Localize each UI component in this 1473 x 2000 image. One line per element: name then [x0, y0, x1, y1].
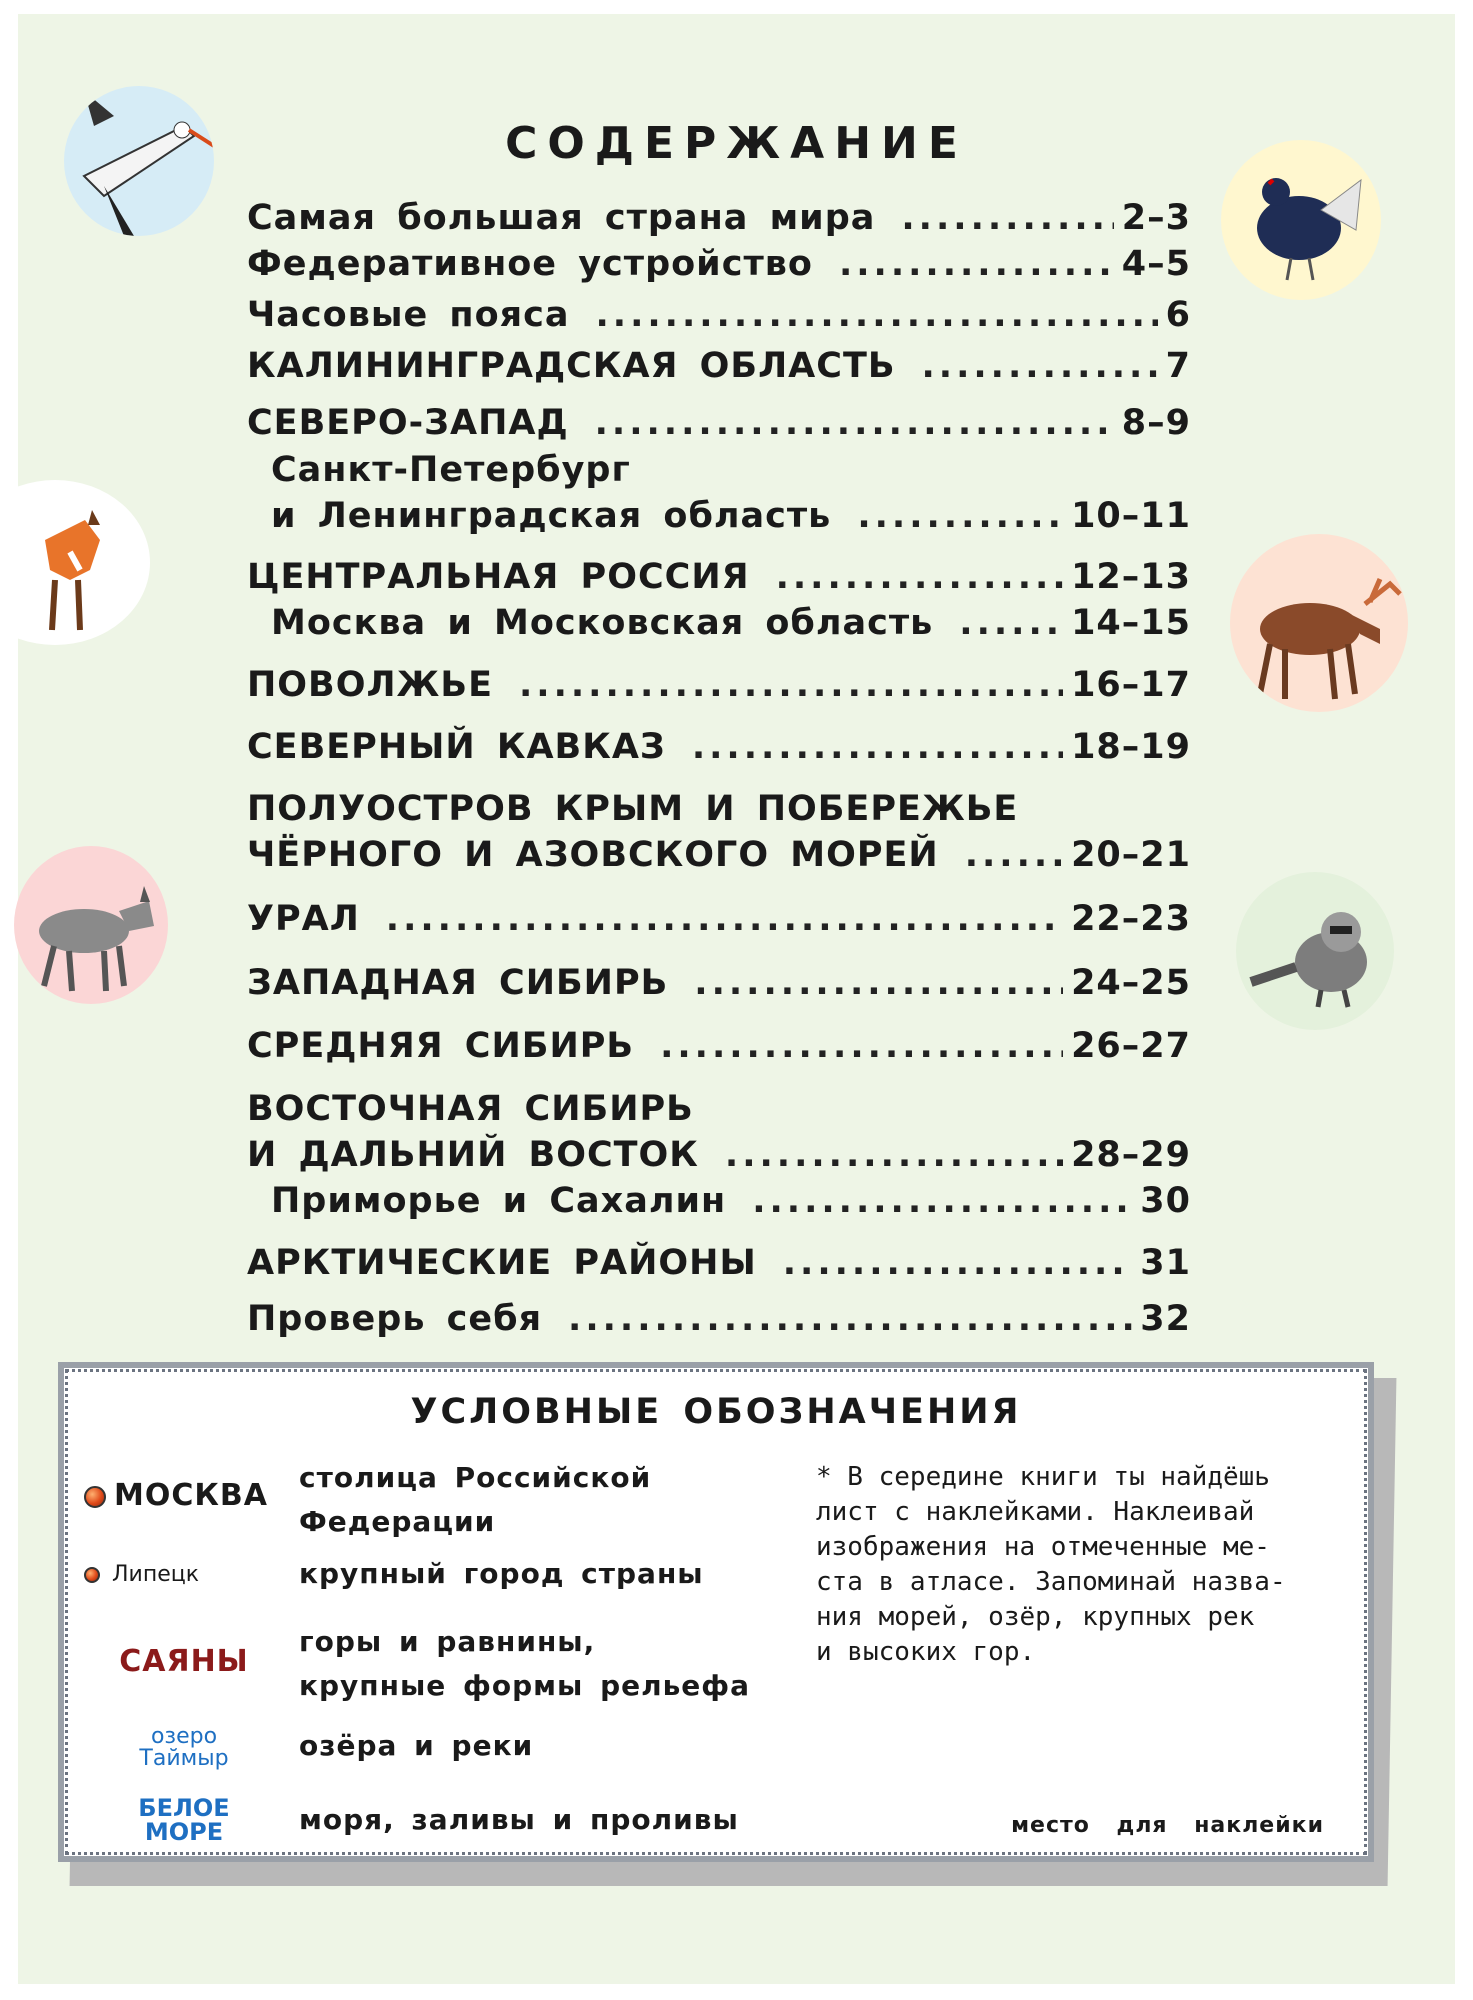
- legend-item-description: [299, 1552, 819, 1596]
- legend-desc-line: моря, заливы и проливы: [299, 1803, 739, 1836]
- leader-dots: [776, 555, 1064, 599]
- leader-dots: [752, 1179, 1132, 1223]
- toc-entry[interactable]: [271, 1179, 1191, 1223]
- legend-title: УСЛОВНЫЕ ОБОЗНАЧЕНИЯ: [410, 1392, 1022, 1432]
- leader-dots: [839, 242, 1114, 286]
- capital-symbol-label: МОСКВА: [114, 1478, 268, 1513]
- toc-entry-page: 31: [1140, 1243, 1191, 1283]
- toc-entry-label: ЧЁРНОГО И АЗОВСКОГО МОРЕЙ: [247, 835, 939, 875]
- sea-symbol-line: МОРЕ: [144, 1818, 224, 1846]
- city-symbol-label: Липецк: [112, 1562, 200, 1587]
- leader-dots: [922, 344, 1158, 388]
- leader-dots: [692, 725, 1063, 769]
- toc-entry-page: 16–17: [1071, 665, 1191, 705]
- toc-entry[interactable]: [247, 833, 1191, 877]
- toc-entry-label: Федеративное устройство: [247, 244, 813, 284]
- leader-dots: [725, 1133, 1063, 1177]
- toc-entry-label: СЕВЕРНЫЙ КАВКАЗ: [247, 727, 666, 767]
- legend-item-description: [299, 1456, 819, 1544]
- toc-entry-label-line: ПОЛУОСТРОВ КРЫМ И ПОБЕРЕЖЬЕ: [247, 789, 1019, 829]
- toc-entry-page: 14–15: [1071, 603, 1191, 643]
- leader-dots: [660, 1024, 1063, 1068]
- toc-entry-page: 10–11: [1071, 496, 1191, 536]
- toc-entry-page: 26–27: [1071, 1026, 1191, 1066]
- toc-entry[interactable]: [247, 1133, 1191, 1177]
- toc-entry-label: и Ленинградская область: [271, 496, 832, 536]
- capital-dot-icon: [84, 1486, 106, 1508]
- leader-dots: [965, 833, 1063, 877]
- leader-dots: [959, 601, 1063, 645]
- toc-entry-label: Самая большая страна мира: [247, 198, 876, 238]
- toc-entry-page: 6: [1165, 295, 1191, 335]
- page-title: СОДЕРЖАНИЕ: [505, 118, 968, 169]
- toc-entry[interactable]: [247, 196, 1191, 240]
- sticker-place-label: место для наклейки: [1011, 1813, 1324, 1838]
- sticker-note: * В середине книги ты найдёшь лист с наклейками. Наклеивай изображения на отмеченные ме- ста в атласе. Запоминай назва- ния морей, озёр, крупных рек и высоких гор.: [816, 1462, 1286, 1667]
- toc-entry[interactable]: [247, 242, 1191, 286]
- toc-entry[interactable]: [247, 344, 1191, 388]
- toc-entry-page: 18–19: [1071, 727, 1191, 767]
- toc-entry[interactable]: [247, 401, 1191, 445]
- toc-entry[interactable]: [247, 897, 1191, 941]
- legend-desc-line: озёра и реки: [299, 1729, 534, 1762]
- legend-desc-line: Федерации: [299, 1505, 496, 1538]
- toc-entry[interactable]: [271, 601, 1191, 645]
- capital-symbol: [84, 1478, 284, 1513]
- leader-dots: [783, 1241, 1133, 1285]
- legend-desc-line: крупный город страны: [299, 1557, 704, 1590]
- leader-dots: [519, 663, 1063, 707]
- toc-entry-label: СРЕДНЯЯ СИБИРЬ: [247, 1026, 635, 1066]
- toc-entry-label: ПОВОЛЖЬЕ: [247, 665, 493, 705]
- toc-entry-label: АРКТИЧЕСКИЕ РАЙОНЫ: [247, 1243, 757, 1283]
- leader-dots: [386, 897, 1063, 941]
- toc-entry[interactable]: [247, 555, 1191, 599]
- leader-dots: [694, 961, 1063, 1005]
- toc-entry[interactable]: [271, 494, 1191, 538]
- legend-desc-line: крупные формы рельефа: [299, 1669, 750, 1702]
- city-symbol: [84, 1562, 284, 1587]
- toc-entry-label: И ДАЛЬНИЙ ВОСТОК: [247, 1135, 699, 1175]
- toc-entry-label-line: ВОСТОЧНАЯ СИБИРЬ: [247, 1089, 694, 1129]
- lake-symbol: [84, 1726, 284, 1770]
- toc-entry-page: 12–13: [1071, 557, 1191, 597]
- toc-entry-label: Приморье и Сахалин: [271, 1181, 727, 1221]
- toc-entry[interactable]: [247, 1297, 1191, 1341]
- toc-entry-label: Часовые пояса: [247, 295, 570, 335]
- legend-desc-line: горы и равнины,: [299, 1625, 596, 1658]
- legend-item-description: [299, 1798, 819, 1842]
- leader-dots: [595, 293, 1157, 337]
- leader-dots: [901, 196, 1113, 240]
- legend-item-description: [299, 1620, 819, 1708]
- lake-symbol-line: озеро: [150, 1724, 218, 1749]
- toc-entry-label: КАЛИНИНГРАДСКАЯ ОБЛАСТЬ: [247, 346, 896, 386]
- legend-box: [58, 1362, 1374, 1862]
- toc-entry-label: СЕВЕРО-ЗАПАД: [247, 403, 569, 443]
- toc-entry-label: ЦЕНТРАЛЬНАЯ РОССИЯ: [247, 557, 750, 597]
- leader-dots: [595, 401, 1114, 445]
- toc-entry-page: 8–9: [1121, 403, 1191, 443]
- toc-entry[interactable]: [247, 725, 1191, 769]
- toc-entry[interactable]: [247, 293, 1191, 337]
- legend-item-description: [299, 1724, 819, 1768]
- toc-entry-label: Москва и Московская область: [271, 603, 934, 643]
- toc-entry-page: 22–23: [1071, 899, 1191, 939]
- leader-dots: [857, 494, 1063, 538]
- city-dot-icon: [84, 1567, 100, 1583]
- toc-entry-page: 32: [1140, 1299, 1191, 1339]
- toc-entry-page: 28–29: [1071, 1135, 1191, 1175]
- relief-symbol: САЯНЫ: [119, 1644, 249, 1679]
- sea-symbol: [84, 1796, 284, 1844]
- toc-entry-label: ЗАПАДНАЯ СИБИРЬ: [247, 963, 669, 1003]
- toc-entry-page: 20–21: [1071, 835, 1191, 875]
- toc-entry-page: 24–25: [1071, 963, 1191, 1003]
- legend-desc-line: столица Российской: [299, 1461, 652, 1494]
- toc-entry-label: Проверь себя: [247, 1299, 543, 1339]
- toc-entry-page: 7: [1165, 346, 1191, 386]
- toc-entry-label: УРАЛ: [247, 899, 360, 939]
- leader-dots: [568, 1297, 1132, 1341]
- toc-entry-page: 4–5: [1121, 244, 1191, 284]
- lake-symbol-line: Таймыр: [139, 1746, 229, 1771]
- toc-entry[interactable]: [247, 961, 1191, 1005]
- toc-entry-page: 30: [1140, 1181, 1191, 1221]
- sea-symbol-line: БЕЛОЕ: [138, 1794, 230, 1822]
- toc-entry-page: 2–3: [1121, 198, 1191, 238]
- toc-entry[interactable]: [247, 1024, 1191, 1068]
- toc-entry[interactable]: [247, 663, 1191, 707]
- toc-entry-label-line: Санкт-Петербург: [271, 450, 631, 490]
- toc-entry[interactable]: [247, 1241, 1191, 1285]
